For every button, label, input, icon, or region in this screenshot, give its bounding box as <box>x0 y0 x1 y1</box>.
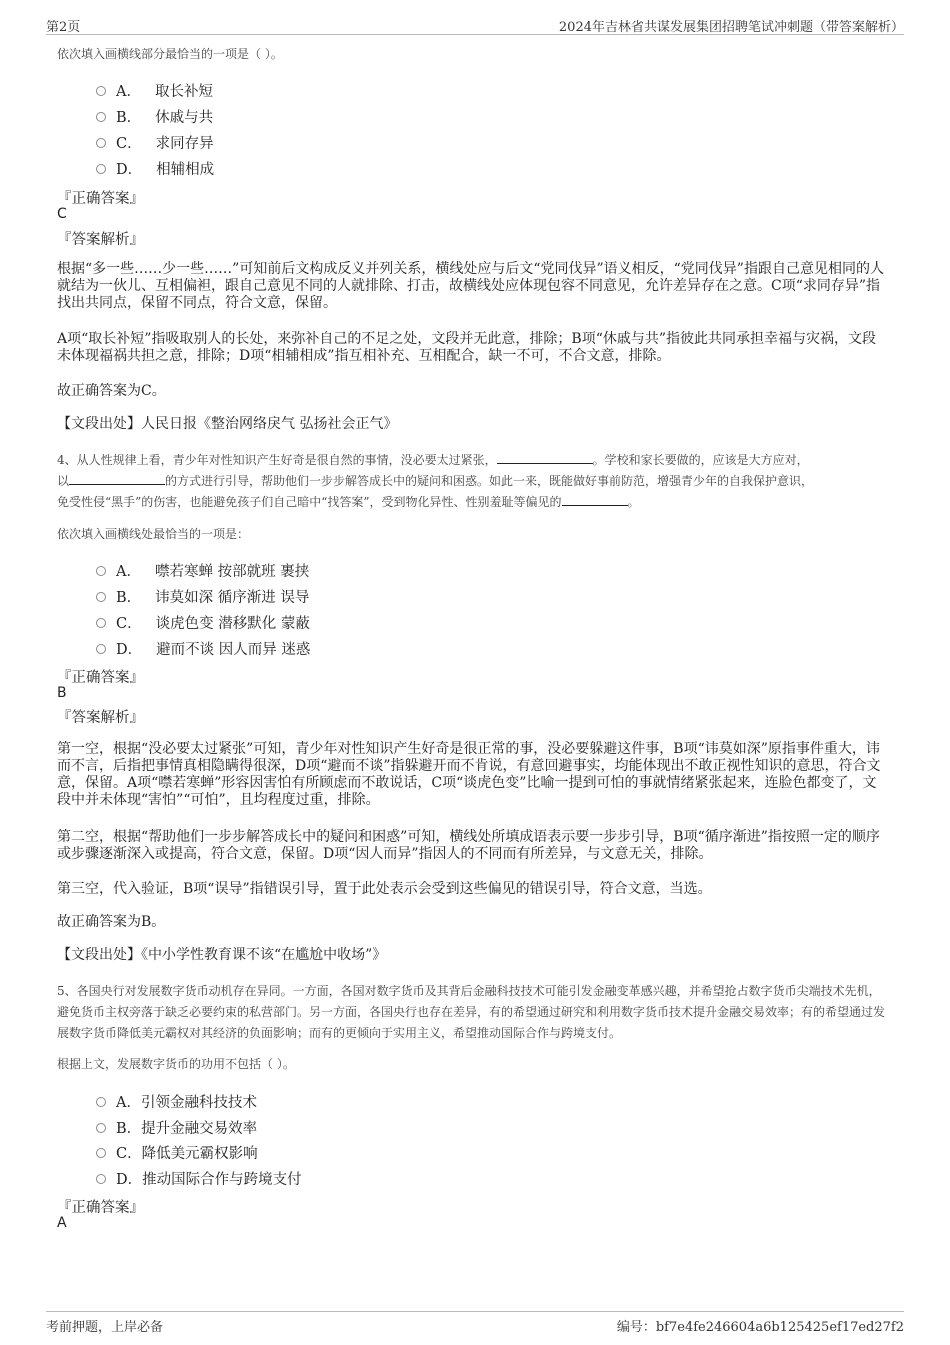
document-title: 2024年吉林省共谋发展集团招聘笔试冲刺题（带答案解析） <box>558 20 904 35</box>
q5-option-c[interactable]: C．降低美元霸权影响 <box>96 1142 258 1163</box>
q4-option-a[interactable]: A． 噤若寒蝉 按部就班 裹挟 <box>96 560 309 581</box>
radio-icon[interactable] <box>96 644 106 654</box>
q3-option-b[interactable]: B． 休戚与共 <box>96 106 213 127</box>
q4-analysis-p2: 第二空，根据“帮助他们一步步解答成长中的疑问和困惑”可知，横线处所填成语表示要一步步引导，B项“循序渐进”指按照一定的顺序或步骤逐渐深入或提高，符合文意，保留。D项“因人而异”指因人的不同而有所差异，与文意无关，排除。 <box>57 829 880 862</box>
radio-icon[interactable] <box>96 1148 106 1158</box>
q4-analysis-p4: 故正确答案为B。 <box>57 914 166 930</box>
q3-option-d[interactable]: D． 相辅相成 <box>96 158 214 179</box>
blank-2 <box>69 472 165 485</box>
q5-option-a[interactable]: A．引领金融科技技术 <box>96 1091 257 1112</box>
q3-analysis-p3: 故正确答案为C。 <box>57 383 166 399</box>
footer-slogan: 考前押题，上岸必备 <box>46 1320 164 1335</box>
q4-analysis-label: 『答案解析』 <box>57 710 144 726</box>
q3-analysis-p1: 根据“多一些……少一些……”可知前后文构成反义并列关系，横线处应与后文“党同伐异”语义相反，“党同伐异”指跟自己意见相同的人就结为一伙儿、互相偏袒，跟自己意见不同的人就排除、打击，故横线处应体现包容不同意见，允许差异存在之意。C项“求同存异”指找出共同点，保留不同点，符合文意，保留。 <box>57 261 884 311</box>
q5-stem: 根据上文，发展数字货币的功用不包括（ ）。 <box>57 1057 295 1071</box>
q5-option-d[interactable]: D．推动国际合作与跨境支付 <box>96 1168 302 1189</box>
radio-icon[interactable] <box>96 164 106 174</box>
page-footer <box>46 1311 904 1335</box>
radio-icon[interactable] <box>96 138 106 148</box>
q4-option-c[interactable]: C． 谈虎色变 潜移默化 蒙蔽 <box>96 612 310 633</box>
q3-stem: 依次填入画横线部分最恰当的一项是（ ）。 <box>57 47 283 61</box>
q3-analysis-label: 『答案解析』 <box>57 232 144 248</box>
radio-icon[interactable] <box>96 1123 106 1133</box>
q3-answer-label: 『正确答案』 <box>57 191 144 207</box>
q3-option-a[interactable]: A． 取长补短 <box>96 80 213 101</box>
q4-option-d[interactable]: D． 避而不谈 因人而异 迷惑 <box>96 638 310 659</box>
q4-answer-label: 『正确答案』 <box>57 670 144 686</box>
q3-source: 【文段出处】人民日报《整治网络戾气 弘扬社会正气》 <box>57 416 398 432</box>
radio-icon[interactable] <box>96 566 106 576</box>
page-header <box>46 14 904 35</box>
radio-icon[interactable] <box>96 1097 106 1107</box>
q3-option-c[interactable]: C． 求同存异 <box>96 132 214 153</box>
q4-stem: 依次填入画横线处最恰当的一项是： <box>57 527 250 541</box>
radio-icon[interactable] <box>96 86 106 96</box>
q5-passage: 5、各国央行对发展数字货币动机存在异同。一方面，各国对数字货币及其背后金融科技技术可能引发金融变革感兴趣，并希望抢占数字货币尖端技术先机，避免货币主权旁落于缺乏必要约束的私营部门。另一方面，各国央行也存在差异，有的希望通过研究和利用数字货币技术提升金融交易效率；有的希望通过发展数字货币降低美元霸权对其经济的负面影响；而有的更倾向于实用主义，希望推动国际合作与跨境支付。 <box>57 984 886 1040</box>
q3-analysis-p2: A项“取长补短”指吸取别人的长处，来弥补自己的不足之处，文段并无此意，排除；B项“休戚与共”指彼此共同承担幸福与灾祸，文段未体现福祸共担之意，排除；D项“相辅相成”指互相补充、互相配合，缺一不可，不合文意，排除。 <box>57 331 877 364</box>
radio-icon[interactable] <box>96 592 106 602</box>
q5-option-b[interactable]: B．提升金融交易效率 <box>96 1117 257 1138</box>
q4-passage: 4、从人性规律上看，青少年对性知识产生好奇是很自然的事情，没必要太过紧张， 。学校和家长要做的，应该是大方应对， 以 的方式进行引导，帮助他们一步步解答成长中的疑问和困惑。如此一来，既能做好事前防范，增强青少年的自我保护意识， 免受性侵“黑手”的伤害，也能避免孩子们自己暗中“找答案”，受到物化异性、性别羞耻等偏见的 。 <box>57 453 814 509</box>
q4-analysis-p3: 第三空，代入验证，B项“误导”指错误引导，置于此处表示会受到这些偏见的错误引导，符合文意，当选。 <box>57 881 712 897</box>
footer-code: 编号：bf7e4fe246604a6b125425ef17ed27f2 <box>616 1320 904 1335</box>
q5-answer-label: 『正确答案』 <box>57 1200 144 1216</box>
q4-option-b[interactable]: B． 讳莫如深 循序渐进 误导 <box>96 586 309 607</box>
blank-1 <box>497 451 593 464</box>
q3-answer: C <box>57 206 67 222</box>
radio-icon[interactable] <box>96 112 106 122</box>
q4-answer: B <box>57 685 67 701</box>
q4-analysis-p1: 第一空，根据“没必要太过紧张”可知，青少年对性知识产生好奇是很正常的事，没必要躲避这件事，B项“讳莫如深”原指事件重大，讳而不言，后指把事情真相隐瞒得很深，D项“避而不谈”指躲避开而不肯说，有意回避事实，均能体现出不敢正视性知识的意思，符合文意，保留。A项“噤若寒蝉”形容因害怕有所顾虑而不敢说话，C项“谈虎色变”比喻一提到可怕的事就情绪紧张起来，连脸色都变了，文段中并未体现“害怕”“可怕”，且均程度过重，排除。 <box>57 741 881 808</box>
q5-answer: A <box>57 1215 67 1231</box>
radio-icon[interactable] <box>96 618 106 628</box>
blank-3 <box>562 493 628 506</box>
radio-icon[interactable] <box>96 1174 106 1184</box>
page-number: 第2页 <box>46 20 81 35</box>
q4-source: 【文段出处】《中小学性教育课不该“在尴尬中收场”》 <box>57 947 387 963</box>
